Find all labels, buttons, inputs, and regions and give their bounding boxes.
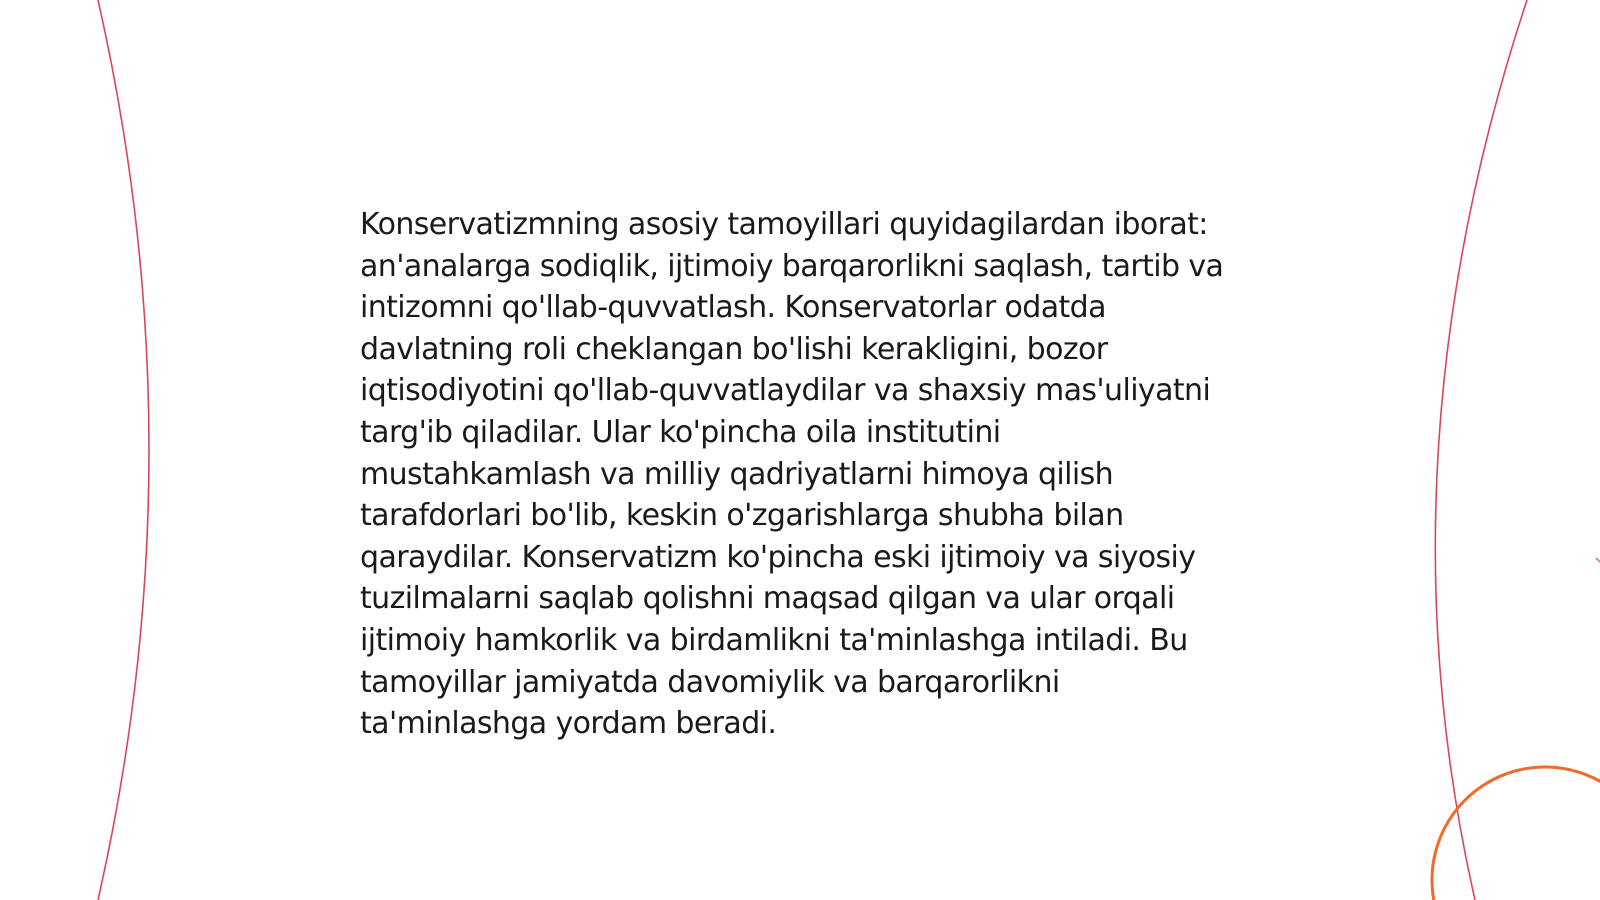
left-arc-line: [98, 0, 149, 900]
orange-circle-outline: [1432, 767, 1600, 900]
small-chevron-mark: [1596, 558, 1600, 562]
body-paragraph: Konservatizmning asosiy tamoyillari quyidagilardan iborat: an'analarga sodiqlik, ijtimoiy barqarorlikni saqlash, tartib va intizomni qo'llab-quvvatlash. Konservatorlar odatda davlatning roli cheklangan bo'lishi kerakligini, bozor iqtisodiyotini qo'llab-quvvatlaydilar va shaxsiy mas'uliyatni targ'ib qiladilar. Ular ko'pincha oila institutini mustahkamlash va milliy qadriyatlarni himoya qilish tarafdorlari bo'lib, keskin o'zgarishlarga shubha bilan qaraydilar. Konservatizm ko'pincha eski ijtimoiy va siyosiy tuzilmalarni saqlab qolishni maqsad qilgan va ular orqali ijtimoiy hamkorlik va birdamlikni ta'minlashga intiladi. Bu tamoyillar jamiyatda davomiylik va barqarorlikni ta'minlashga yordam beradi.: [360, 207, 1224, 742]
right-arc-line: [1435, 0, 1527, 900]
